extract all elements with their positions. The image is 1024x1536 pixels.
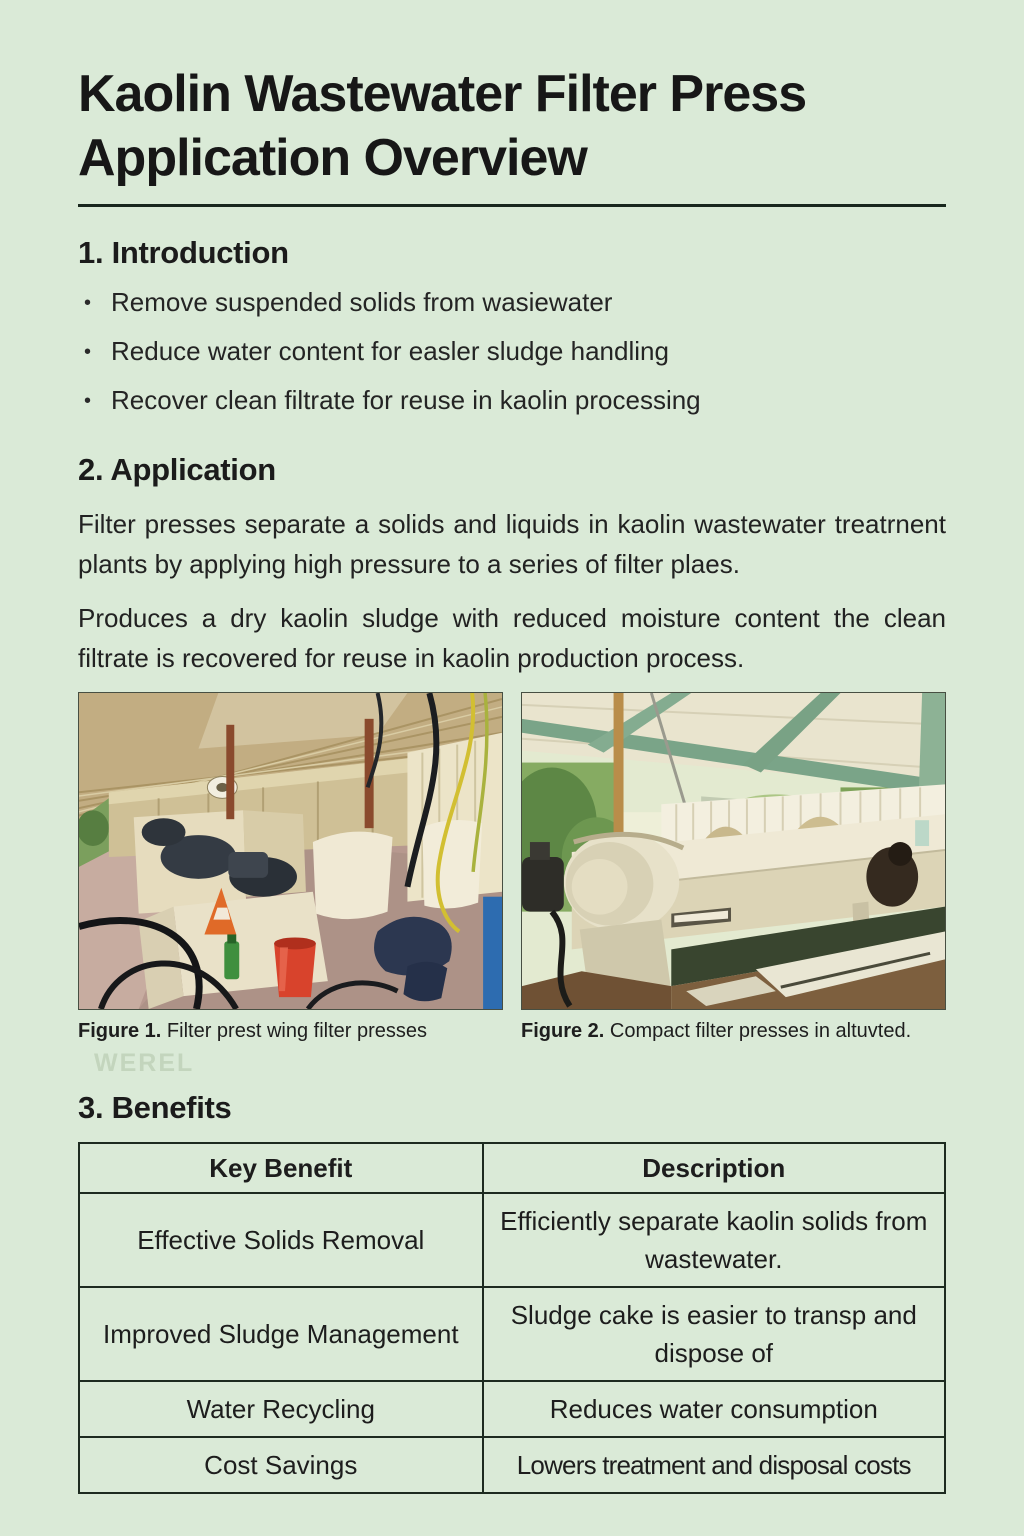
table-row <box>79 1193 945 1287</box>
table-row <box>79 1381 945 1437</box>
title-divider <box>78 204 946 207</box>
bullet-item <box>84 336 946 369</box>
section-heading-benefits: 3. Benefits <box>78 1090 232 1125</box>
figure-2-caption <box>521 1019 946 1043</box>
benefits-table <box>78 1142 946 1494</box>
table-header-key-benefit: Key Benefit <box>79 1143 483 1193</box>
figure-2 <box>521 692 946 1043</box>
figure-2-caption-text: Compact filter presses in altuvted. <box>609 1020 912 1042</box>
table-cell-description: Reduces water consumption <box>483 1381 945 1437</box>
watermark-text: WEREL <box>94 1049 195 1077</box>
bullet-text: Recover clean filtrate for reuse in kaolin processing <box>111 385 701 415</box>
application-paragraph-1: Filter presses separate a solids and liquids in kaolin wastewater treatrnent plants by applying high pressure to a series of filter plaes. <box>78 509 946 579</box>
table-cell-benefit: Cost Savings <box>79 1437 483 1493</box>
compact-filter-press-photo <box>522 693 945 1009</box>
bullet-icon: • <box>84 390 92 412</box>
table-row <box>79 1287 945 1381</box>
application-paragraph-2: Produces a dry kaolin sludge with reduced moisture content the clean filtrate is recovered for reuse in kaolin production process. <box>78 603 946 673</box>
figure-1-label: Figure 1. <box>78 1020 162 1042</box>
filter-press-plant-photo <box>79 693 502 1009</box>
table-header-description: Description <box>483 1143 945 1193</box>
introduction-bullet-list <box>78 287 946 418</box>
page-title <box>78 62 946 190</box>
photo1-bottle <box>224 941 239 979</box>
page-title-line2: Application Overview <box>78 129 587 187</box>
section-heading-introduction: 1. Introduction <box>78 235 289 270</box>
figure-2-label: Figure 2. <box>521 1020 605 1042</box>
page-title-line1: Kaolin Wastewater Filter Press <box>78 65 807 123</box>
table-row <box>79 1437 945 1493</box>
bullet-icon: • <box>84 341 92 363</box>
figure-1 <box>78 692 503 1043</box>
table-cell-description: Lowers treatment and disposal costs <box>483 1437 945 1493</box>
figure-2-image <box>521 692 946 1010</box>
table-cell-benefit: Effective Solids Removal <box>79 1193 483 1287</box>
section-heading-application: 2. Application <box>78 452 276 487</box>
table-header-row <box>79 1143 945 1193</box>
photo2-pole <box>614 693 624 844</box>
table-cell-benefit: Improved Sludge Management <box>79 1287 483 1381</box>
table-cell-description: Sludge cake is easier to transp and dispose of <box>483 1287 945 1381</box>
figure-1-caption-text: Filter prest wing filter presses <box>166 1020 427 1042</box>
bullet-text: Reduce water content for easler sludge handling <box>111 336 669 366</box>
bullet-icon: • <box>84 292 92 314</box>
bullet-item <box>84 385 946 418</box>
figures-row <box>78 692 946 1043</box>
bullet-text: Remove suspended solids from wasiewater <box>111 287 613 317</box>
table-cell-benefit: Water Recycling <box>79 1381 483 1437</box>
figure-1-caption <box>78 1019 503 1043</box>
figure-1-image <box>78 692 503 1010</box>
bullet-item <box>84 287 946 320</box>
table-cell-description: Efficiently separate kaolin solids from wastewater. <box>483 1193 945 1287</box>
